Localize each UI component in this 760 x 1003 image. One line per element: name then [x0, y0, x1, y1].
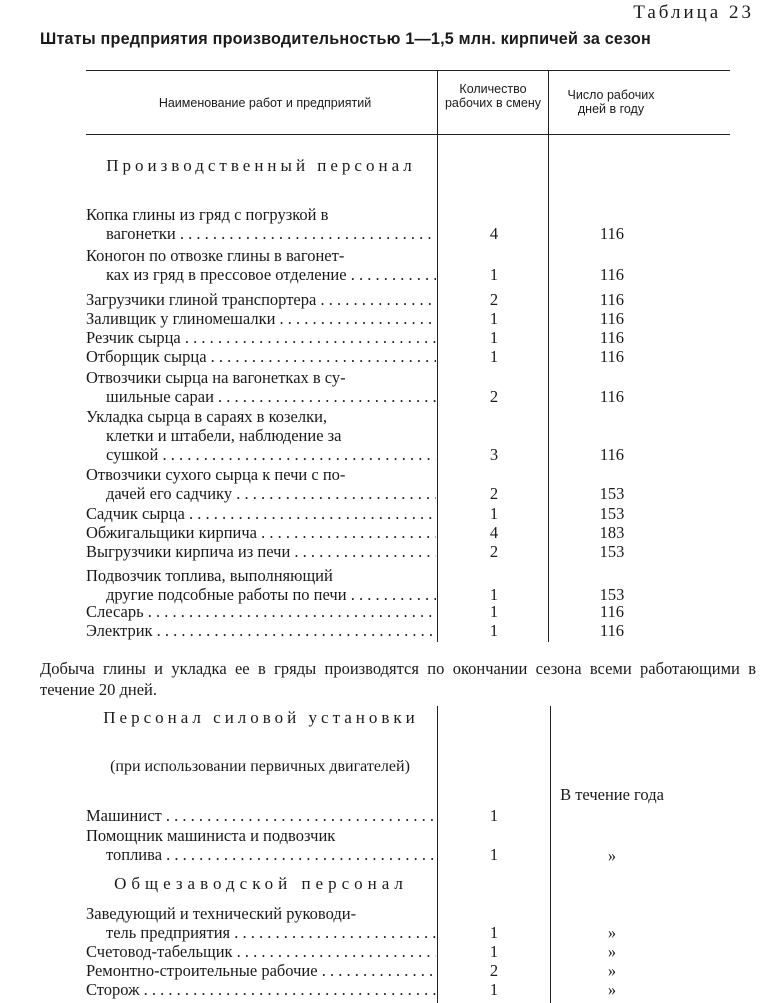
row-count: 2 [489, 484, 499, 503]
row-name [86, 621, 436, 640]
note-paragraph: Добыча глины и укладка ее в гряды производятся по окончании сезона всеми работающими в течение 20 дней. [40, 659, 756, 699]
row-count: 1 [489, 980, 499, 999]
row-name-line: дачей его садчику . . . [86, 484, 436, 503]
section-power-note: (при использовании первичных двигателей) [110, 758, 410, 775]
row-name-line: Укладка сырца в сараях в козелки, [86, 407, 328, 426]
row-days: 153 [599, 484, 625, 503]
row-days: 116 [599, 387, 625, 406]
row-name-line: топлива . . . [86, 845, 436, 864]
row-days: 116 [599, 224, 625, 243]
row-days: 116 [599, 445, 625, 464]
header-count: Количество рабочих в смену [444, 82, 542, 110]
row-count: 1 [489, 504, 499, 523]
row-days: 116 [599, 602, 625, 621]
row-name-line: Копка глины из гряд с погрузкой в [86, 205, 329, 224]
row-days: 116 [599, 347, 625, 366]
row-name-line: Отвозчики сухого сырца к печи с по- [86, 465, 346, 484]
row-name-line: Подвозчик топлива, выполняющий [86, 566, 333, 585]
table-title: Штаты предприятия производительностью 1—1,5 млн. кирпичей за сезон [40, 30, 651, 48]
header-top-rule [86, 70, 730, 71]
row-name [86, 980, 436, 999]
row-name-line: Машинист . . . [86, 806, 436, 825]
row-name-line: сушкой . . . [86, 445, 436, 464]
row-name [86, 328, 436, 347]
row-name-line: Электрик . . . [86, 621, 436, 640]
column-divider-1-lower [437, 706, 438, 1003]
row-name [86, 961, 436, 980]
row-days: » [607, 980, 617, 999]
section-plant: Общезаводской персонал [114, 874, 408, 893]
row-name-line: Отборщик сырца . . . [86, 347, 436, 366]
row-name [86, 806, 436, 825]
row-name-line: ках из гряд в прессовое отделение . . . [86, 265, 436, 284]
row-name-line: другие подсобные работы по печи . . . [86, 585, 436, 604]
row-name-line: Загрузчики глиной транспортера . . . [86, 290, 436, 309]
header-bottom-rule [86, 134, 730, 135]
row-name [86, 504, 436, 523]
row-days: 183 [599, 523, 625, 542]
row-count: 1 [489, 585, 499, 604]
row-count: 2 [489, 542, 499, 561]
row-count: 1 [489, 309, 499, 328]
row-days: 153 [599, 504, 625, 523]
row-name-line: шильные сараи . . . [86, 387, 436, 406]
row-name [86, 566, 436, 604]
row-name-line: Резчик сырца . . . [86, 328, 436, 347]
row-count: 1 [489, 602, 499, 621]
row-name [86, 347, 436, 366]
table-number: Таблица 23 [633, 2, 754, 23]
header-name: Наименование работ и предприятий [158, 96, 372, 110]
row-days: » [607, 923, 617, 942]
row-name [86, 826, 436, 864]
row-days: 116 [599, 621, 625, 640]
row-name [86, 942, 436, 961]
row-name-line: Сторож . . . [86, 980, 436, 999]
row-days: 153 [599, 542, 625, 561]
row-count: 2 [489, 961, 499, 980]
row-count: 1 [489, 923, 499, 942]
row-days: » [607, 846, 617, 865]
row-name [86, 407, 436, 464]
row-days: В течение года [560, 785, 664, 804]
row-days: 116 [599, 309, 625, 328]
row-days: 116 [599, 265, 625, 284]
row-count: 1 [489, 265, 499, 284]
row-name-line: вагонетки . . . [86, 224, 436, 243]
column-divider-2-lower [550, 706, 551, 1003]
row-name-line: Счетовод-табельщик . . . [86, 942, 436, 961]
row-name [86, 246, 436, 284]
row-name [86, 309, 436, 328]
row-name [86, 368, 436, 406]
row-days: 153 [599, 585, 625, 604]
row-name [86, 602, 436, 621]
row-name-line: Выгрузчики кирпича из печи . . . [86, 542, 436, 561]
column-divider-2 [548, 70, 549, 642]
row-name-line: Коногон по отвозке глины в вагонет- [86, 246, 345, 265]
column-divider-1 [437, 70, 438, 642]
row-count: 2 [489, 290, 499, 309]
row-count: 1 [489, 806, 499, 825]
row-name-line: клетки и штабели, наблюдение за [106, 426, 342, 445]
row-days: » [607, 942, 617, 961]
row-count: 4 [489, 523, 499, 542]
row-name-line: Обжигальщики кирпича . . . [86, 523, 436, 542]
row-count: 1 [489, 621, 499, 640]
row-count: 2 [489, 387, 499, 406]
row-name-line: Заведующий и технический руководи- [86, 904, 357, 923]
row-count: 1 [489, 347, 499, 366]
header-days: Число рабочих дней в году [567, 88, 655, 116]
row-name [86, 542, 436, 561]
row-days: 116 [599, 290, 625, 309]
row-name-line: Помощник машиниста и подвозчик [86, 826, 336, 845]
row-name-line: Садчик сырца . . . [86, 504, 436, 523]
row-name-line: Ремонтно-строительные рабочие . . . [86, 961, 436, 980]
row-name [86, 523, 436, 542]
row-name [86, 205, 436, 243]
row-name [86, 465, 436, 503]
row-count: 4 [489, 224, 499, 243]
section-power: Персонал силовой установки [103, 708, 419, 727]
section-production: Производственный персонал [106, 156, 416, 175]
row-count: 1 [489, 845, 499, 864]
row-count: 1 [489, 328, 499, 347]
row-name-line: Отвозчики сырца на вагонетках в су- [86, 368, 346, 387]
row-days: » [607, 961, 617, 980]
row-name-line: Слесарь . . . [86, 602, 436, 621]
row-name-line: тель предприятия . . . [86, 923, 436, 942]
row-count: 3 [489, 445, 499, 464]
row-name-line: Заливщик у глиномешалки . . . [86, 309, 436, 328]
row-days: 116 [599, 328, 625, 347]
row-name [86, 290, 436, 309]
row-count: 1 [489, 942, 499, 961]
row-name [86, 904, 436, 942]
